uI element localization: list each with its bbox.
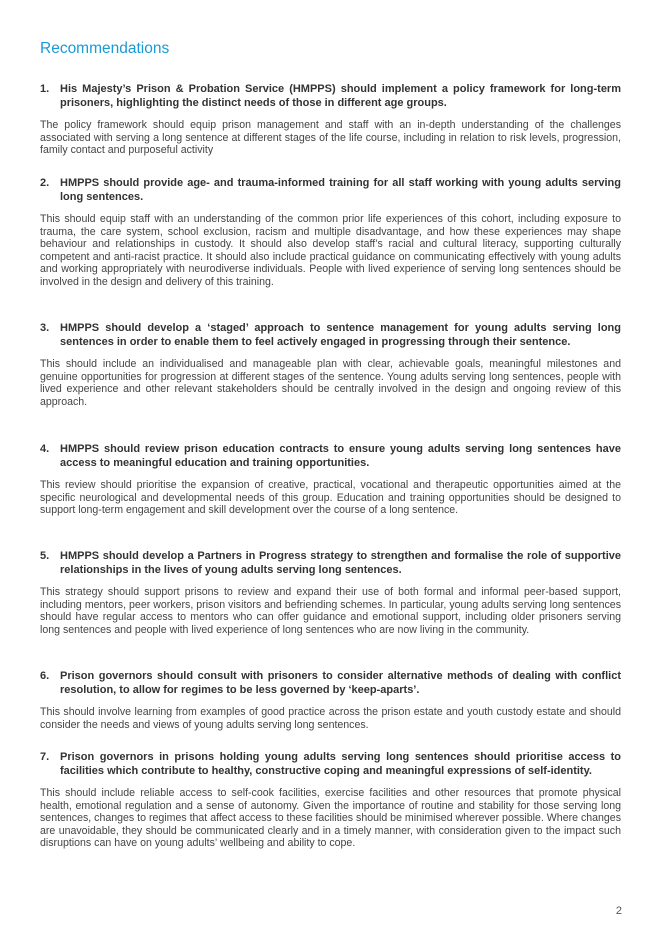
recommendation-title: Prison governors in prisons holding young adults serving long sentences should prioritise access to facilities which contribute to healthy, constructive coping and meaningful expressions of self-identity.: [60, 751, 621, 777]
recommendation-title: HMPPS should provide age- and trauma-informed training for all staff working with young adults serving long sentences.: [60, 177, 621, 203]
page-number: 2: [615, 905, 622, 917]
recommendation-body: This should equip staff with an understanding of the common prior life experiences of this cohort, including exposure to trauma, the care system, school exclusion, racism and multiple disadvantage, and how these experiences may shape behaviour and relationships in custody. It should also develop staff’s racial and cultural literacy, supporting culturally competent and anti-racist practice. It should also include practical guidance on communicating effectively with young adults and working appropriately with neurodiverse individuals. People with lived experience of serving long sentences should be involved in the design and delivery of this training.: [40, 213, 621, 288]
recommendation-number: 1.: [40, 83, 50, 95]
recommendation-title: HMPPS should review prison education contracts to ensure young adults serving long sentences have access to meaningful education and training opportunities.: [60, 443, 621, 469]
recommendation-1: [40, 83, 621, 157]
recommendation-title: HMPPS should develop a Partners in Progress strategy to strengthen and formalise the role of supportive relationships in the lives of young adults serving long sentences.: [60, 550, 621, 576]
recommendation-number: 7.: [40, 751, 50, 763]
recommendation-body: This should involve learning from examples of good practice across the prison estate and youth custody estate and should consider the needs and views of young adults serving long sentences.: [40, 706, 621, 731]
recommendation-4: [40, 443, 621, 517]
recommendation-number: 3.: [40, 322, 50, 334]
page-title: Recommendations: [40, 40, 170, 57]
recommendation-number: 6.: [40, 670, 50, 682]
recommendation-2: [40, 177, 621, 289]
recommendation-body: The policy framework should equip prison management and staff with an in-depth understanding of the challenges associated with serving a long sentence at different stages of the life course, including in relation to risk levels, progression, family contact and purposeful activity: [40, 119, 621, 157]
recommendation-6: [40, 670, 621, 731]
recommendation-title: HMPPS should develop a ‘staged’ approach to sentence management for young adults serving long sentences in order to enable them to feel actively engaged in progressing through their sentence.: [60, 322, 621, 348]
recommendation-number: 2.: [40, 177, 50, 189]
recommendation-title: His Majesty’s Prison & Probation Service (HMPPS) should implement a policy framework for long-term prisoners, highlighting the distinct needs of those in different age groups.: [60, 83, 621, 109]
recommendation-body: This should include reliable access to self-cook facilities, exercise facilities and other resources that promote physical health, emotional regulation and a sense of autonomy. Given the importance of routine and stability for those serving long sentences, changes to regimes that affect access to these facilities should be minimised wherever possible. Where changes are unavoidable, they should be communicated clearly and in a timely manner, with consideration given to the impact such disruptions can have on young adults’ wellbeing and ability to cope.: [40, 787, 622, 850]
recommendation-5: [40, 550, 621, 636]
recommendation-7: [40, 751, 621, 850]
recommendation-body: This strategy should support prisons to review and expand their use of both formal and informal peer-based support, including mentors, peer workers, prison visitors and befriending schemes. In particular, young adults serving long sentences should have regular access to mentors who can offer guidance and emotional support, including older prisoners serving long sentences and people with lived experience of long sentences who are now living in the community.: [40, 586, 621, 636]
recommendation-3: [40, 322, 621, 408]
recommendation-title: Prison governors should consult with prisoners to consider alternative methods of dealing with conflict resolution, to allow for regimes to be less governed by ‘keep-aparts’.: [60, 670, 621, 696]
recommendation-number: 5.: [40, 550, 50, 562]
recommendation-number: 4.: [40, 443, 50, 455]
recommendation-body: This should include an individualised and manageable plan with clear, achievable goals, meaningful milestones and genuine opportunities for progression at different stages of the sentence. Young adults serving long sentences, people with lived experience and other relevant stakeholders should be centrally involved in the design and ongoing review of this approach.: [40, 358, 621, 408]
recommendation-body: This review should prioritise the expansion of creative, practical, vocational and therapeutic opportunities aimed at the specific neurological and developmental needs of this group. Education and training opportunities should be designed to support long-term engagement and skill development over the course of a long sentence.: [40, 479, 621, 517]
